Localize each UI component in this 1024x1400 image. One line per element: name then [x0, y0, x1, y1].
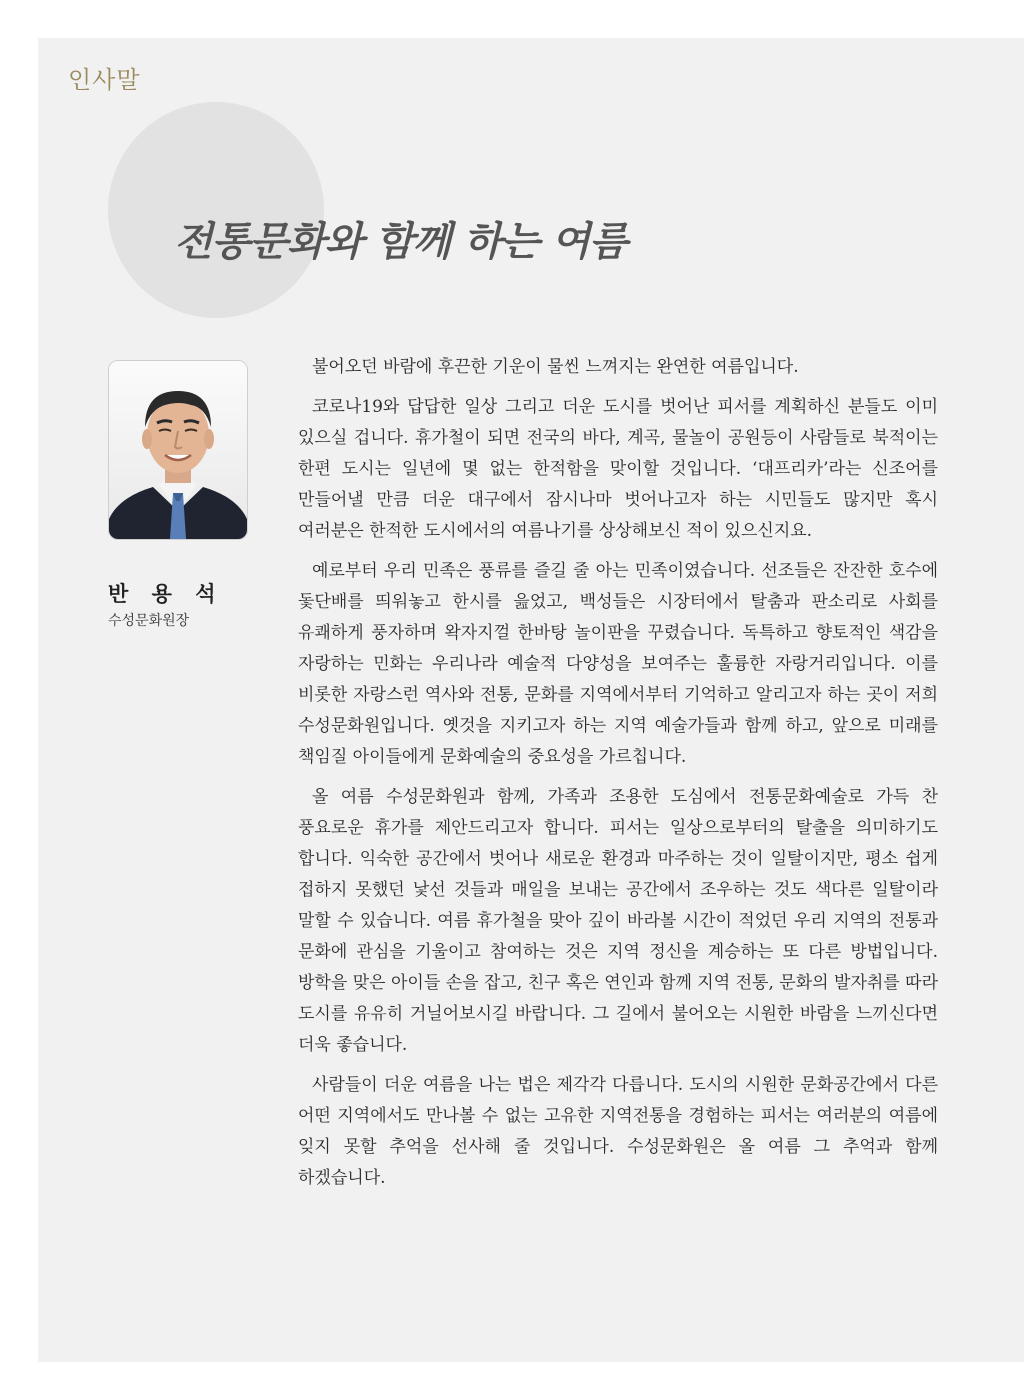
greeting-body	[298, 352, 938, 1203]
paragraph: 코로나19와 답답한 일상 그리고 더운 도시를 벗어난 피서를 계획하신 분들도 이미 있으실 겁니다. 휴가철이 되면 전국의 바다, 계곡, 물놀이 공원등이 사람들로 북적이는 한편 도시는 일년에 몇 없는 한적함을 맞이할 것입니다. ‘대프리카’라는 신조어를 만들어낼 만큼 더운 대구에서 잠시나마 벗어나고자 하는 시민들도 많지만 혹시 여러분은 한적한 도시에서의 여름나기를 상상해보신 적이 있으신지요.	[298, 397, 938, 541]
paragraph: 사람들이 더운 여름을 나는 법은 제각각 다릅니다. 도시의 시원한 문화공간에서 다른 어떤 지역에서도 만나볼 수 없는 고유한 지역전통을 경험하는 피서는 여러분의 여름에 잊지 못할 추억을 선사해 줄 것입니다. 수성문화원은 올 여름 그 추억과 함께 하겠습니다.	[298, 1075, 938, 1188]
author-title: 수성문화원장	[108, 613, 190, 629]
paragraph: 예로부터 우리 민족은 풍류를 즐길 줄 아는 민족이였습니다. 선조들은 잔잔한 호수에 돛단배를 띄워놓고 한시를 읊었고, 백성들은 시장터에서 탈춤과 판소리로 사회를 유쾌하게 풍자하며 왁자지껄 한바탕 놀이판을 꾸렸습니다. 독특하고 향토적인 색감을 자랑하는 민화는 우리나라 예술적 다양성을 보여주는 훌륭한 자랑거리입니다. 이를 비롯한 자랑스런 역사와 전통, 문화를 지역에서부터 기억하고 알리고자 하는 곳이 저희 수성문화원입니다. 옛것을 지키고자 하는 지역 예술가들과 함께 하고, 앞으로 미래를 책임질 아이들에게 문화예술의 중요성을 가르칩니다.	[298, 561, 938, 767]
page-title: 전통문화와 함께 하는 여름	[174, 219, 627, 265]
author-photo	[108, 360, 248, 540]
portrait-image	[109, 361, 247, 539]
greeting-page	[38, 38, 1024, 1362]
paragraph: 불어오던 바람에 후끈한 기운이 물씬 느껴지는 완연한 여름입니다.	[312, 357, 799, 377]
section-label: 인사말	[68, 66, 141, 94]
paragraph: 올 여름 수성문화원과 함께, 가족과 조용한 도심에서 전통문화예술로 가득 찬 풍요로운 휴가를 제안드리고자 합니다. 피서는 일상으로부터의 탈출을 의미하기도 합니다. 익숙한 공간에서 벗어나 새로운 환경과 마주하는 것이 일탈이지만, 평소 쉽게 접하지 못했던 낯선 것들과 매일을 보내는 공간에서 조우하는 것도 색다른 일탈이라 말할 수 있습니다. 여름 휴가철을 맞아 깊이 바라볼 시간이 적었던 우리 지역의 전통과 문화에 관심을 기울이고 참여하는 것은 지역 정신을 계승하는 또 다른 방법입니다. 방학을 맞은 아이들 손을 잡고, 친구 혹은 연인과 함께 지역 전통, 문화의 발자취를 따라 도시를 유유히 거닐어보시길 바랍니다. 그 길에서 불어오는 시원한 바람을 느끼신다면 더욱 좋습니다.	[298, 787, 938, 1055]
author-name: 반 용 석	[108, 581, 224, 606]
